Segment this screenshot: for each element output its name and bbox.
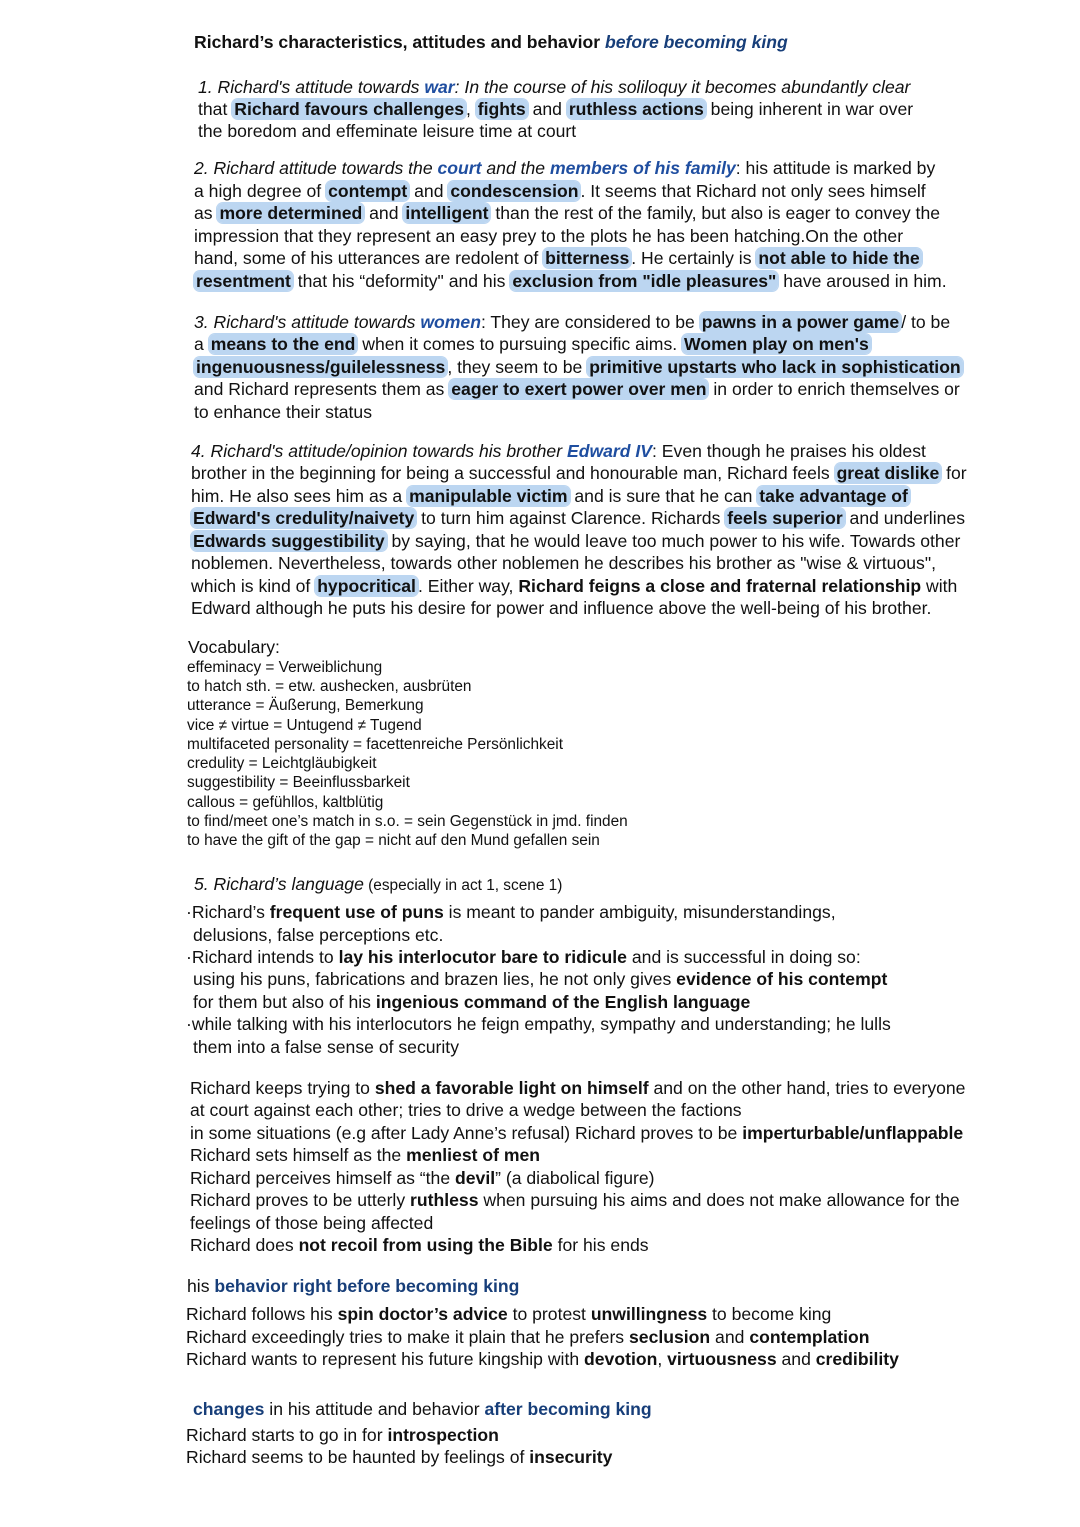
vocab-item: to find/meet one’s match in s.o. = sein Gegenstück in jmd. finden (187, 813, 628, 830)
vocab-item: callous = gefühllos, kaltblütig (187, 794, 384, 811)
vocab-item: effeminacy = Verweiblichung (187, 659, 383, 676)
vocab-item: suggestibility = Beeinflussbarkeit (187, 774, 410, 791)
vocab-item: to have the gift of the gap = nicht auf den Mund gefallen sein (187, 832, 600, 849)
vocab-item: credulity = Leichtgläubigkeit (187, 755, 377, 772)
vocab-item: to hatch sth. = etw. aushecken, ausbrüten (187, 678, 472, 695)
notes-page: Richard’s characteristics, attitudes and behavior before becoming king 1. Richard's attitude towards war: In the course of his soliloquy it becomes abundantly clear that Richard favours challenges , fights and ruthless actions being inherent in war over the boredom and effeminate leisure time at court 2. Richard attitude towards the court and the members of his family: his attitude is marked by a high degree of contempt and condescension . It seems that Richard not only sees himself as more determined and intelligent than the rest of the family, but also is eager to convey the impression that they represent an easy prey to the plots he has been hatching.On the other hand, some of his utterances are redolent of bitterness . He certainly is not able to hide the resentment that his “deformity" and his exclusion from "idle pleasures" have aroused in him. 3. Richard's attitude towards women: They are considered to be pawns in a power game / to be a means to the end when it comes to pursuing specific aims. Women play on men's ingenuousness/guilelessness , they seem to be primitive upstarts who lack in sophistication and Richard represents them as eager to exert power over men in order to enrich themselves or to enhance their status 4. Richard's attitude/opinion towards his brother Edward IV: Even though he praises his oldest brother in the beginning for being a successful and honourable man, Richard feels great dislike for him. He also sees him as a manipulable victim and is sure that he can take advantage of Edward's credulity/naivety to turn him against Clarence. Richards feels superior and underlines Edwards suggestibility by saying, that he would leave too much power to his wife. Towards other noblemen. Nevertheless, towards other noblemen he describes his brother as "wise & virtuous", which is kind of hypocritical . Either way, Richard feigns a close and fraternal relationship with Edward although he puts his desire for power and influence above the well-being of his brother. Vocabulary: effeminacy = Verweiblichung to hatch sth. = etw. aushecken, ausbrüten utterance = Äußerung, Bemerkung vice ≠ virtue = Untugend ≠ Tugend multifaceted personality = facettenreiche Persönlichkeit credulity = Leichtgläubigkeit suggestibility = Beeinflussbarkeit callous = gefühllos, kaltblütig to find/meet one’s match in s.o. = sein Gegenstück in jmd. finden to have the gift of the gap = nicht auf den Mund gefallen sein 5. Richard’s language (especially in act 1, scene 1) ·Richard’s frequent use of puns is meant to pander ambiguity, misunderstandings, delusions, false perceptions etc. ·Richard intends to lay his interlocutor bare to ridicule and is successful in doing so: using his puns, fabrications and brazen lies, he not only gives evidence of his contempt for them but also of his ingenious command of the English language ·while talking with his interlocutors he feign empathy, sympathy and understanding; he lulls them into a false sense of security Richard keeps trying to shed a favorable light on himself and on the other hand, tries to everyone at court against each other; tries to drive a wedge between the factions in some situations (e.g after Lady Anne’s refusal) Richard proves to be imperturbable/unflappable Richard sets himself as the menliest of men Richard perceives himself as “the devil” (a diabolical figure) Richard proves to be utterly ruthless when pursuing his aims and does not make allowance for the feelings of those being affected Richard does not recoil from using the Bible for his ends his behavior right before becoming king Richard follows his spin doctor’s advice to protest unwillingness to become king Richard exceedingly tries to make it plain that he prefers seclusion and contemplation Richard wants to represent his future kingship with devotion, virtuousness and credibility changes in his attitude and behavior after becoming king Richard starts to go in for introspection Richard seems to be haunted by feelings of insecurity (186, 32, 967, 1467)
section-heading-after: changes in his attitude and behavior after becoming king (193, 1399, 652, 1419)
section-heading-before: Richard’s characteristics, attitudes and behavior before becoming king (194, 32, 788, 52)
vocab-item: utterance = Äußerung, Bemerkung (187, 697, 424, 714)
vocabulary-title: Vocabulary: (188, 637, 280, 657)
vocab-item: vice ≠ virtue = Untugend ≠ Tugend (187, 717, 422, 734)
vocab-item: multifaceted personality = facettenreiche Persönlichkeit (187, 736, 563, 753)
section-heading-right-before: his behavior right before becoming king (187, 1276, 520, 1296)
